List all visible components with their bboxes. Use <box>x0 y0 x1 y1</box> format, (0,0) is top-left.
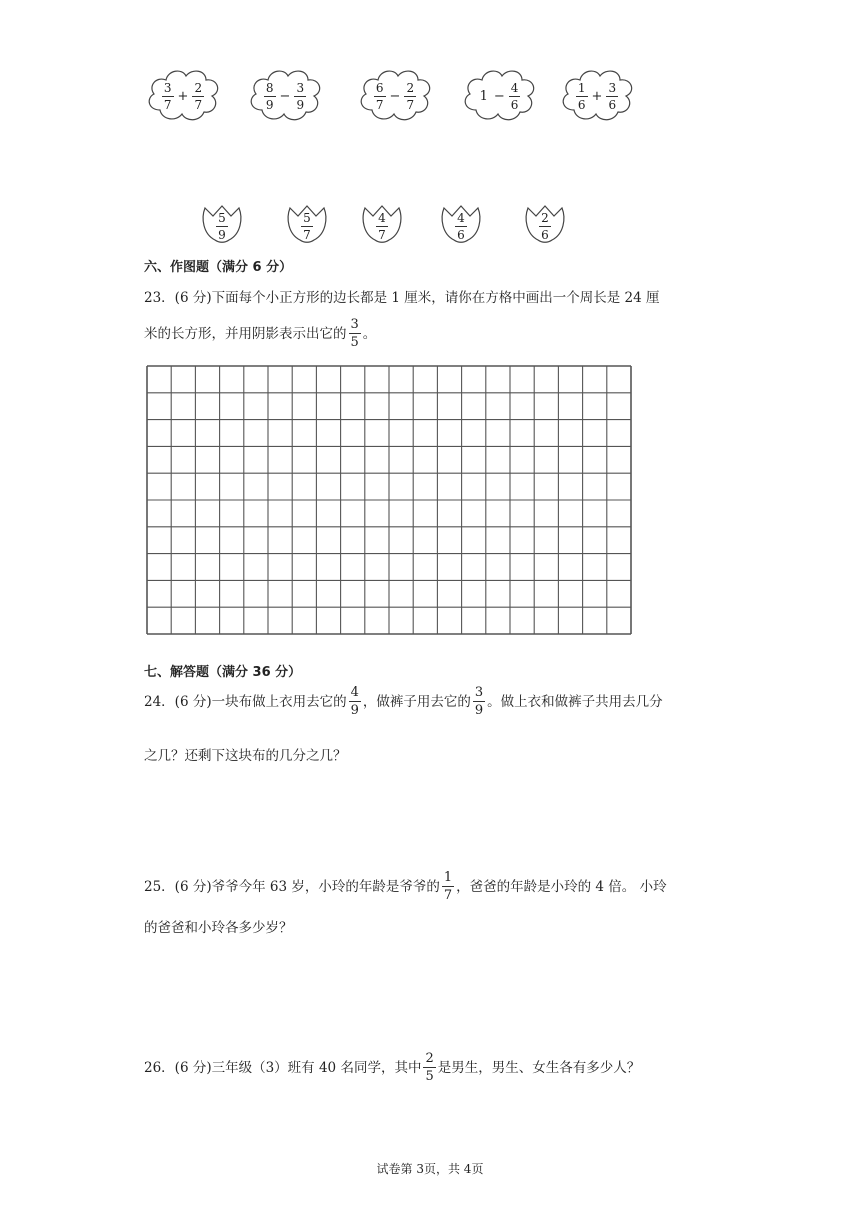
denominator: 6 <box>541 227 549 242</box>
question-25-text-b: ，爸爸的年龄是小玲的 4 倍。 小玲 <box>456 878 667 895</box>
denominator: 7 <box>443 888 453 903</box>
denominator: 7 <box>163 97 172 112</box>
denominator: 9 <box>474 703 484 718</box>
denominator: 5 <box>425 1069 434 1084</box>
question-26-text-a: 26．(6 分)三年级（3）班有 40 名同学，其中 <box>144 1059 422 1076</box>
question-26-line-1 <box>144 1052 640 1083</box>
numerator: 2 <box>425 1051 434 1066</box>
question-26-text-b: 是男生，男生、女生各有多少人？ <box>437 1059 641 1076</box>
operator: − <box>279 88 291 104</box>
question-24-text-b: ，做裤子用去它的 <box>362 693 471 710</box>
operator: − <box>493 88 505 104</box>
denominator: 7 <box>375 97 384 112</box>
numerator: 1 <box>443 870 453 885</box>
cloud-expression-2 <box>246 66 324 126</box>
fraction-three-fifths <box>349 318 361 349</box>
square-grid <box>146 365 632 635</box>
question-23-line-2 <box>144 318 376 349</box>
denominator: 7 <box>303 227 311 242</box>
question-23-punct: 。 <box>362 325 377 342</box>
section-7-heading: 七、解答题（满分 36 分） <box>144 665 302 680</box>
tulip-fraction-1 <box>199 204 245 244</box>
question-24-text-a: 24．(6 分)一块布做上衣用去它的 <box>144 693 347 710</box>
question-24-text-c: 。做上衣和做裤子共用去几分 <box>487 693 663 710</box>
denominator: 7 <box>378 227 386 242</box>
numerator: 5 <box>218 210 226 225</box>
section-6-heading: 六、作图题（满分 6 分） <box>144 260 293 275</box>
cloud-expression-4 <box>460 66 538 126</box>
question-23-text: 米的长方形，并用阴影表示出它的 <box>144 325 347 342</box>
numerator: 5 <box>303 210 311 225</box>
grid-lines <box>147 366 631 634</box>
tulip-fraction-4 <box>438 204 484 244</box>
denominator: 7 <box>406 97 415 112</box>
question-25-line-1 <box>144 871 667 902</box>
fraction-three-ninths <box>473 686 485 717</box>
numerator: 3 <box>350 317 359 332</box>
fraction-one-seventh <box>442 871 454 902</box>
denominator: 6 <box>510 97 519 112</box>
numerator: 2 <box>194 80 203 95</box>
numerator: 1 <box>577 80 586 95</box>
denominator: 6 <box>608 97 617 112</box>
tulip-fraction-2 <box>284 204 330 244</box>
operator: + <box>591 88 603 104</box>
question-25-line-2: 的爸爸和小玲各多少岁？ <box>144 920 293 936</box>
tulip-fraction-3 <box>359 204 405 244</box>
denominator: 9 <box>265 97 274 112</box>
denominator: 7 <box>194 97 203 112</box>
fraction-two-fifths <box>423 1052 435 1083</box>
numerator: 3 <box>163 80 172 95</box>
numerator: 8 <box>265 80 274 95</box>
denominator: 9 <box>350 703 359 718</box>
numerator: 3 <box>296 80 305 95</box>
denominator: 5 <box>350 335 359 350</box>
whole-number: 1 <box>479 88 488 104</box>
question-23-line-1: 23．(6 分)下面每个小正方形的边长都是 1 厘米，请你在方格中画出一个周长是 24 厘 <box>144 290 660 306</box>
cloud-expression-5 <box>558 66 636 126</box>
operator: − <box>389 88 401 104</box>
cloud-expression-3 <box>356 66 434 126</box>
fraction-four-ninths <box>349 686 361 717</box>
numerator: 4 <box>378 210 386 225</box>
cloud-expression-1 <box>144 66 222 126</box>
numerator: 4 <box>510 80 519 95</box>
numerator: 3 <box>608 80 617 95</box>
denominator: 6 <box>457 227 465 242</box>
numerator: 2 <box>541 210 549 225</box>
numerator: 4 <box>457 210 465 225</box>
page-footer: 试卷第 3页，共 4页 <box>376 1162 484 1176</box>
question-25-text-a: 25．(6 分)爷爷今年 63 岁，小玲的年龄是爷爷的 <box>144 878 440 895</box>
operator: + <box>177 88 189 104</box>
question-24-line-1 <box>144 686 663 717</box>
denominator: 9 <box>296 97 305 112</box>
numerator: 3 <box>474 685 484 700</box>
numerator: 6 <box>375 80 384 95</box>
tulip-fraction-5 <box>522 204 568 244</box>
numerator: 2 <box>406 80 415 95</box>
denominator: 9 <box>218 227 226 242</box>
question-24-line-2: 之几？还剩下这块布的几分之几？ <box>144 748 347 764</box>
numerator: 4 <box>350 685 359 700</box>
denominator: 6 <box>577 97 586 112</box>
